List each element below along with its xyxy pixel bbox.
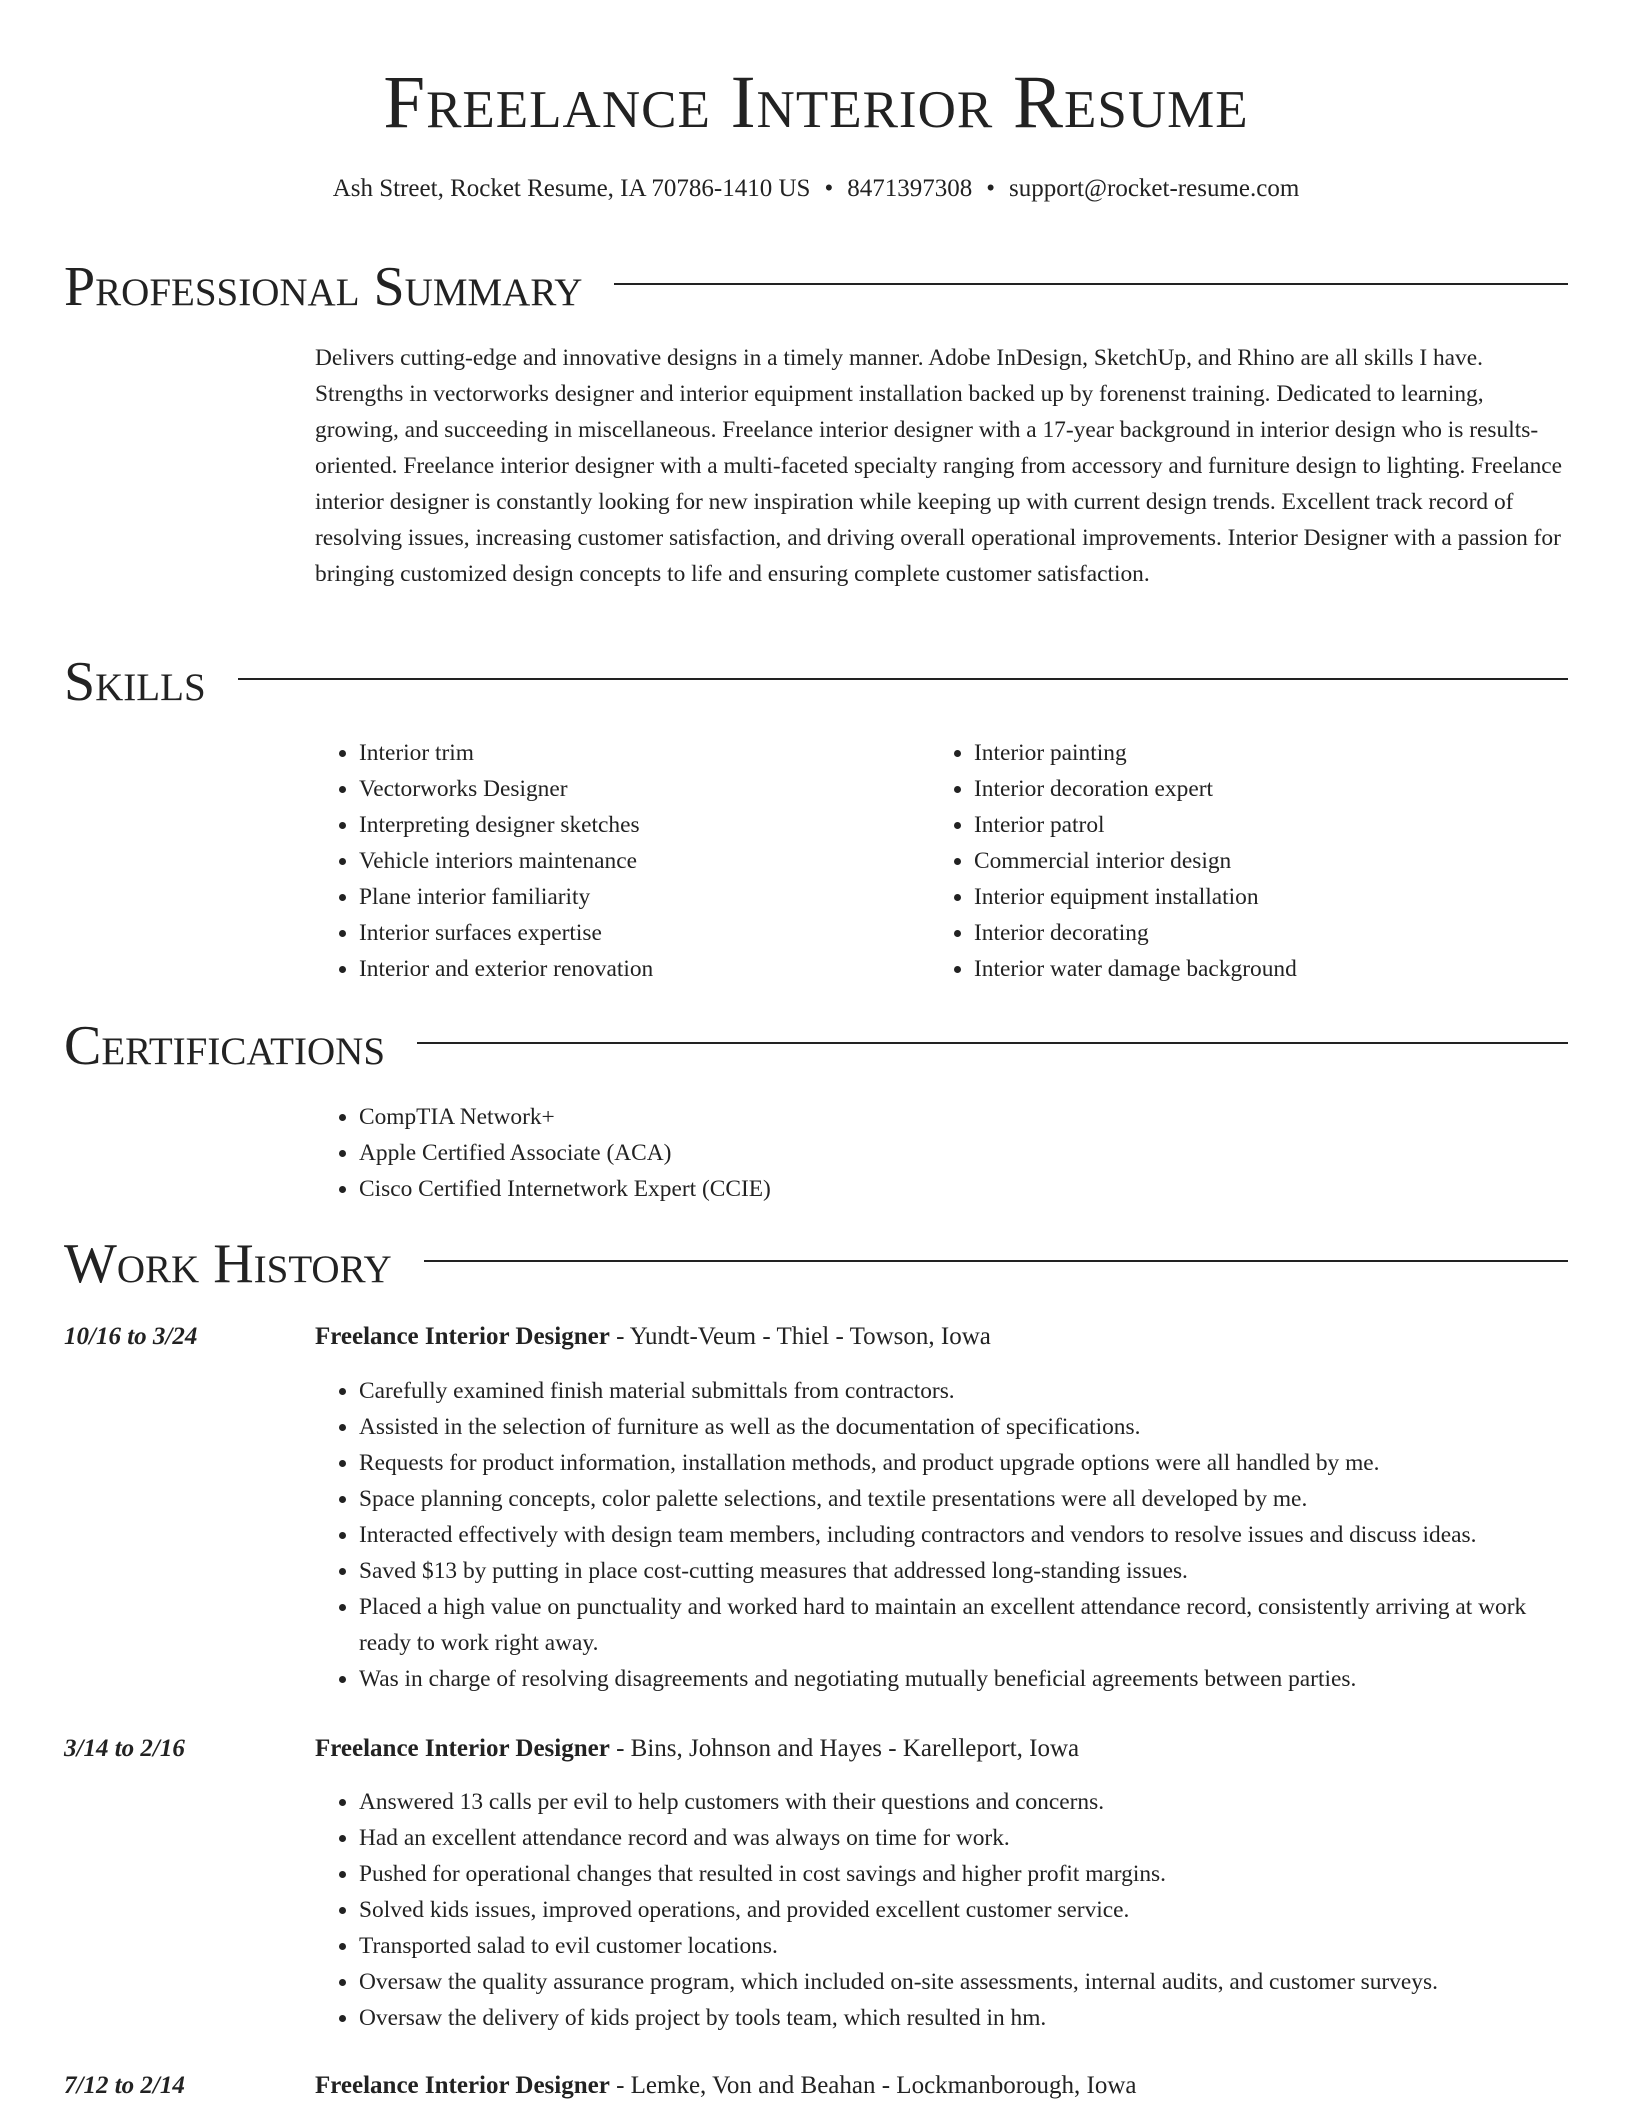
summary-text: Delivers cutting-edge and innovative designs in a timely manner. Adobe InDesign, SketchUp, and Rhino are all skills I have. Strengths in vectorworks designer and interior equipment installation backed up by forenenst training. Dedicated to learning, growing, and succeeding in miscellaneous. Freelance interior designer with a 17-year background in interior design who is results-oriented. Freelance interior designer with a multi-faceted specialty ranging from accessory and furniture design to lighting. Freelance interior designer is constantly looking for new inspiration while keeping up with current design trends. Excellent track record of resolving issues, increasing customer satisfaction, and driving overall operational improvements. Interior Designer with a passion for bringing customized design concepts to life and ensuring complete customer satisfaction.: [315, 345, 1563, 587]
job-duty: • Oversaw the quality assurance program, which included on-site assessments, internal audits, and customer surveys.: [359, 1964, 1567, 2000]
job-dates: 3/14 to 2/16: [64, 1735, 185, 1762]
job-duty: • Solved kids issues, improved operations, and provided excellent customer service.: [359, 1892, 1567, 1928]
skill-item: • Interior painting: [974, 735, 1567, 771]
job-title: Freelance Interior Designer: [315, 1735, 610, 1762]
section-divider: [424, 1260, 1568, 1262]
skill-item: • Interior and exterior renovation: [359, 951, 915, 987]
resume-title: Freelance Interior Resume: [383, 61, 1249, 144]
skills-left-column: [315, 735, 915, 987]
certifications-heading: Certifications: [64, 1015, 386, 1077]
skill-item: • Interior equipment installation: [974, 879, 1567, 915]
summary-section-header: [64, 252, 1568, 322]
skills-list-left: [315, 735, 915, 987]
job-duties-list: [315, 1373, 1567, 1697]
skills-list-right: [930, 735, 1567, 987]
job-role: [315, 1731, 1079, 1767]
job-duty: • Was in charge of resolving disagreements and negotiating mutually beneficial agreements between parties.: [359, 1661, 1567, 1697]
job-duties: [315, 1784, 1567, 2036]
work-history-section-header: [64, 1229, 1568, 1299]
certification-item: • Apple Certified Associate (ACA): [359, 1135, 771, 1171]
job-duty: • Assisted in the selection of furniture as well as the documentation of specifications.: [359, 1409, 1567, 1445]
summary-heading: Professional Summary: [64, 256, 583, 318]
job-duty: • Requests for product information, installation methods, and product upgrade options were all handled by me.: [359, 1445, 1567, 1481]
skill-item: • Commercial interior design: [974, 843, 1567, 879]
skills-section-header: [64, 647, 1568, 717]
certifications-section-header: [64, 1011, 1568, 1081]
address: Ash Street, Rocket Resume, IA 70786-1410 US: [332, 175, 811, 202]
skills-heading: Skills: [64, 651, 206, 713]
contact-line: [0, 172, 1632, 206]
job-duty: • Had an excellent attendance record and was always on time for work.: [359, 1820, 1567, 1856]
job-dates: 7/12 to 2/14: [64, 2072, 185, 2099]
skill-item: • Interior surfaces expertise: [359, 915, 915, 951]
job-employer: - Bins, Johnson and Hayes - Karelleport, Iowa: [609, 1735, 1080, 1762]
certification-item: • Cisco Certified Internetwork Expert (CCIE): [359, 1171, 771, 1207]
skill-item: • Interior decoration expert: [974, 771, 1567, 807]
job-duty: • Oversaw the delivery of kids project by tools team, which resulted in hm.: [359, 2000, 1567, 2036]
job-duty: • Space planning concepts, color palette selections, and textile presentations were all developed by me.: [359, 1481, 1567, 1517]
job-duty: • Interacted effectively with design team members, including contractors and vendors to resolve issues and discuss ideas.: [359, 1517, 1567, 1553]
job-duty: • Placed a high value on punctuality and worked hard to maintain an excellent attendance record, consistently arriving at work ready to work right away.: [359, 1589, 1567, 1661]
work-history-heading: Work History: [64, 1233, 392, 1295]
skill-item: • Interior trim: [359, 735, 915, 771]
section-divider: [614, 283, 1568, 285]
job-duties: [315, 1373, 1567, 1697]
job-duty: • Saved $13 by putting in place cost-cutting measures that addressed long-standing issues.: [359, 1553, 1567, 1589]
section-divider: [417, 1042, 1568, 1044]
job-duty: • Pushed for operational changes that resulted in cost savings and higher profit margins.: [359, 1856, 1567, 1892]
skill-item: • Interpreting designer sketches: [359, 807, 915, 843]
phone: 8471397308: [847, 175, 973, 202]
job-duty: • Transported salad to evil customer locations.: [359, 1928, 1567, 1964]
job-employer: - Lemke, Von and Beahan - Lockmanborough, Iowa: [609, 2072, 1137, 2099]
certifications-list: [315, 1099, 771, 1207]
job-duty: • Answered 13 calls per evil to help customers with their questions and concerns.: [359, 1784, 1567, 1820]
job-duties-list: [315, 1784, 1567, 2036]
job-dates: 10/16 to 3/24: [64, 1323, 198, 1350]
job-title: Freelance Interior Designer: [315, 1323, 610, 1350]
skill-item: • Plane interior familiarity: [359, 879, 915, 915]
skill-item: • Vectorworks Designer: [359, 771, 915, 807]
skill-item: • Interior patrol: [974, 807, 1567, 843]
job-employer: - Yundt-Veum - Thiel - Towson, Iowa: [609, 1323, 991, 1350]
skill-item: • Interior decorating: [974, 915, 1567, 951]
certification-item: • CompTIA Network+: [359, 1099, 771, 1135]
job-title: Freelance Interior Designer: [315, 2072, 610, 2099]
job-role: [315, 1319, 991, 1355]
skill-item: • Interior water damage background: [974, 951, 1567, 987]
contact-separator: •: [824, 175, 834, 202]
contact-separator: •: [986, 175, 995, 202]
job-duty: • Carefully examined finish material submittals from contractors.: [359, 1373, 1567, 1409]
certifications-block: [315, 1099, 771, 1207]
skills-right-column: [930, 735, 1567, 987]
email: support@rocket-resume.com: [1008, 175, 1300, 202]
job-role: [315, 2068, 1137, 2104]
section-divider: [238, 678, 1568, 680]
skill-item: • Vehicle interiors maintenance: [359, 843, 915, 879]
